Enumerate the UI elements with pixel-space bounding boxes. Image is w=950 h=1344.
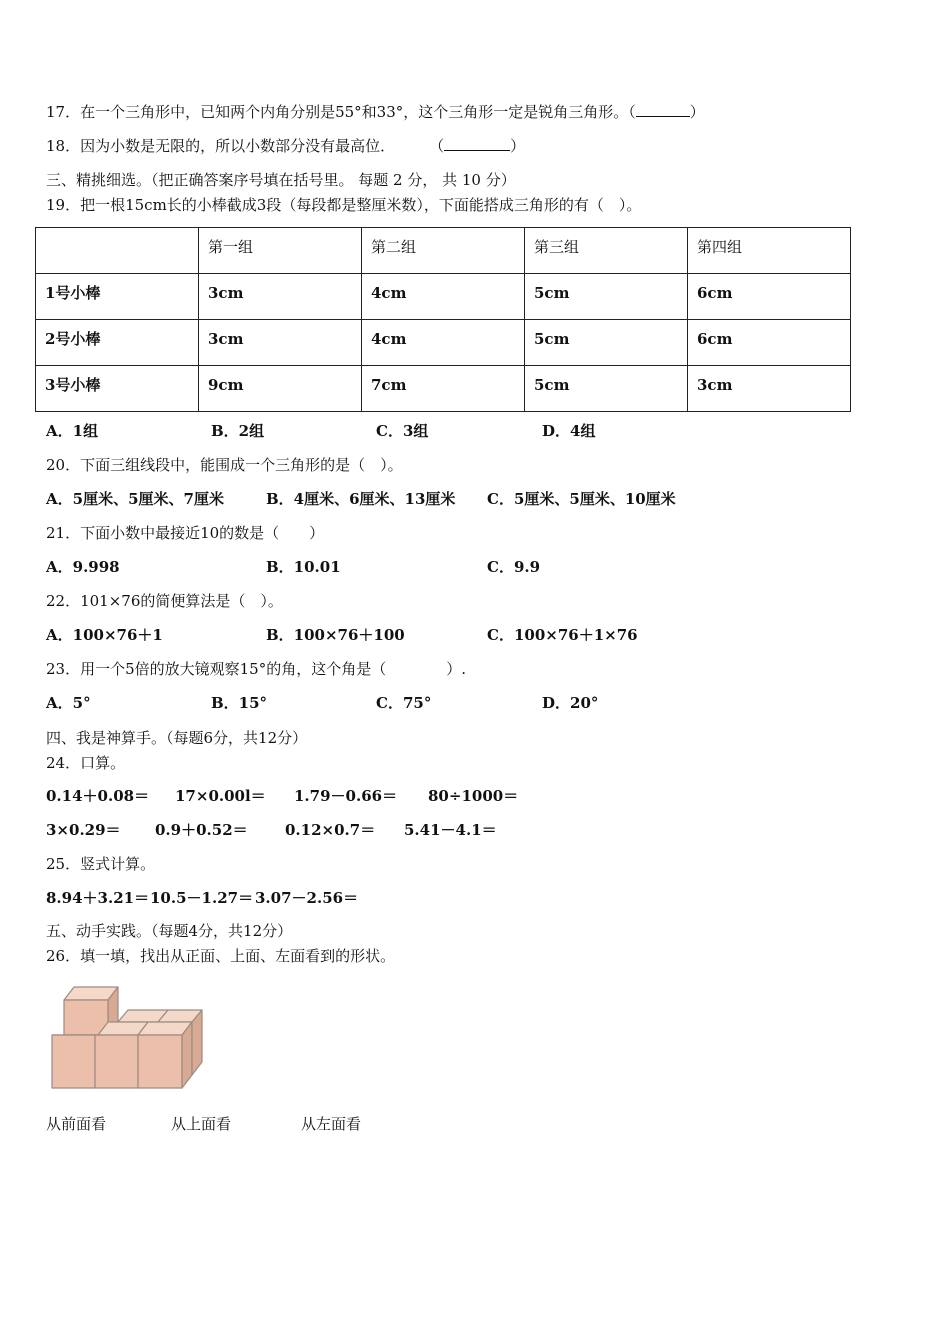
- calc-item: 17×0.00l＝: [175, 787, 266, 805]
- option-a[interactable]: A．9.998: [46, 558, 120, 576]
- table-cell: 3号小棒: [36, 366, 199, 412]
- calc-item: 10.5－1.27＝: [150, 889, 254, 907]
- cube-front-face: [52, 1035, 95, 1088]
- table-cell: 第一组: [199, 228, 362, 274]
- view-left-label: 从左面看: [301, 1115, 362, 1133]
- section-4-heading: 四、我是神算手。（每题6分，共12分）: [46, 729, 308, 747]
- question-22-text: 22．101×76的简便算法是（ ）。: [46, 592, 283, 610]
- section-5-heading: 五、动手实践。（每题4分，共12分）: [46, 922, 293, 940]
- section-3-heading: 三、精挑细选。（把正确答案序号填在括号里。 每题 2 分， 共 10 分）: [46, 171, 516, 189]
- option-b[interactable]: B．2组: [211, 422, 265, 440]
- cube-front-face: [95, 1035, 138, 1088]
- option-a[interactable]: A．100×76＋1: [46, 626, 163, 644]
- question-17-text: 17．在一个三角形中，已知两个内角分别是55°和33°，这个三角形一定是锐角三角形。（: [46, 103, 636, 121]
- question-25-text: 25．竖式计算。: [46, 855, 156, 873]
- option-a[interactable]: A．5厘米、5厘米、7厘米: [46, 490, 224, 508]
- view-front-label: 从前面看: [46, 1115, 107, 1133]
- table-row: [36, 366, 851, 412]
- calc-item: 1.79－0.66＝: [294, 787, 398, 805]
- table-cell: 5cm: [525, 274, 688, 320]
- table-header-row: [36, 228, 851, 274]
- option-b[interactable]: B．10.01: [266, 558, 341, 576]
- option-d[interactable]: D．20°: [542, 694, 599, 712]
- table-cell: 3cm: [688, 366, 851, 412]
- answer-blank-17[interactable]: [636, 102, 690, 117]
- table-cell: 4cm: [362, 274, 525, 320]
- table-cell: 7cm: [362, 366, 525, 412]
- view-top-label: 从上面看: [171, 1115, 232, 1133]
- calc-item: 0.9＋0.52＝: [155, 821, 248, 839]
- answer-blank-18[interactable]: [444, 136, 510, 151]
- calc-item: 0.12×0.7＝: [285, 821, 376, 839]
- table-cell: 第二组: [362, 228, 525, 274]
- option-a[interactable]: A．5°: [46, 694, 91, 712]
- table-cell: [36, 228, 199, 274]
- table-cell: 第三组: [525, 228, 688, 274]
- option-b[interactable]: B．15°: [211, 694, 268, 712]
- question-17: [46, 102, 705, 122]
- question-26-text: 26．填一填，找出从正面、上面、左面看到的形状。: [46, 947, 396, 965]
- cube-stack-figure: [48, 982, 208, 1094]
- question-24-text: 24．口算。: [46, 754, 126, 772]
- calc-item: 0.14＋0.08＝: [46, 787, 150, 805]
- table-cell: 5cm: [525, 366, 688, 412]
- table-row: [36, 320, 851, 366]
- option-c[interactable]: C．75°: [376, 694, 432, 712]
- question-18-text: 18．因为小数是无限的，所以小数部分没有最高位．: [46, 137, 396, 155]
- question-18: [46, 136, 525, 156]
- question-20-text: 20．下面三组线段中，能围成一个三角形的是（ ）。: [46, 456, 403, 474]
- question-23-text: 23．用一个5倍的放大镜观察15°的角，这个角是（ ）.: [46, 660, 466, 678]
- option-c[interactable]: C．5厘米、5厘米、10厘米: [487, 490, 676, 508]
- option-c[interactable]: C．100×76＋1×76: [487, 626, 638, 644]
- question-19-text: 19．把一根15cm长的小棒截成3段（每段都是整厘米数），下面能搭成三角形的有（ ）。: [46, 196, 642, 214]
- calc-item: 3.07－2.56＝: [255, 889, 359, 907]
- question-18-close: ）: [510, 137, 526, 155]
- table-cell: 3cm: [199, 274, 362, 320]
- table-cell: 6cm: [688, 320, 851, 366]
- calc-item: 80÷1000＝: [428, 787, 519, 805]
- table-cell: 6cm: [688, 274, 851, 320]
- question-21-text: 21．下面小数中最接近10的数是（ ）: [46, 524, 325, 542]
- option-c[interactable]: C．9.9: [487, 558, 541, 576]
- option-b[interactable]: B．4厘米、6厘米、13厘米: [266, 490, 456, 508]
- calc-item: 5.41－4.1＝: [404, 821, 497, 839]
- table-row: [36, 274, 851, 320]
- stick-table: [35, 227, 851, 412]
- table-cell: 4cm: [362, 320, 525, 366]
- calc-item: 3×0.29＝: [46, 821, 121, 839]
- question-18-open: （: [429, 137, 445, 155]
- table-cell: 9cm: [199, 366, 362, 412]
- table-cell: 2号小棒: [36, 320, 199, 366]
- option-d[interactable]: D．4组: [542, 422, 596, 440]
- option-c[interactable]: C．3组: [376, 422, 429, 440]
- table-cell: 第四组: [688, 228, 851, 274]
- option-a[interactable]: A．1组: [46, 422, 99, 440]
- calc-item: 8.94＋3.21＝: [46, 889, 150, 907]
- cube-front-face: [138, 1035, 182, 1088]
- table-cell: 3cm: [199, 320, 362, 366]
- table-cell: 5cm: [525, 320, 688, 366]
- table-cell: 1号小棒: [36, 274, 199, 320]
- option-b[interactable]: B．100×76＋100: [266, 626, 405, 644]
- question-17-close: ）: [689, 103, 705, 121]
